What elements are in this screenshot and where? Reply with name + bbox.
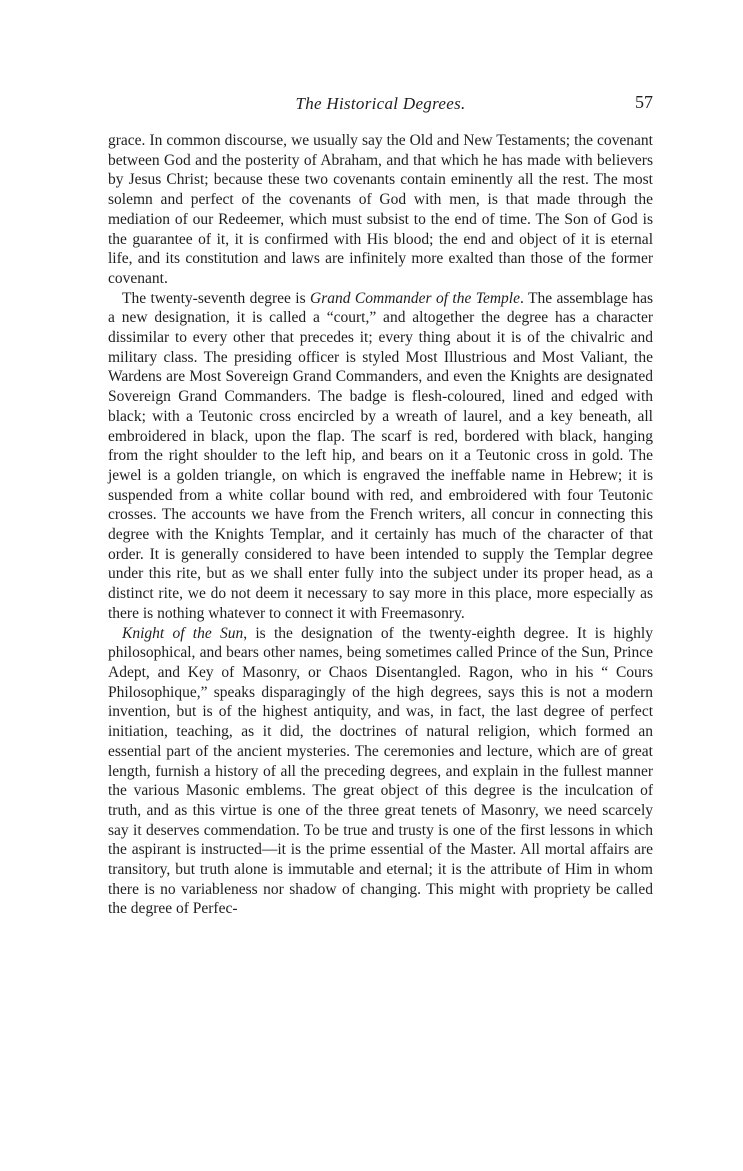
paragraph-grand-commander (108, 289, 653, 624)
paragraph-lead-text: The twenty-seventh degree is (122, 289, 311, 307)
paragraph-body-text: . The assemblage has a new designation, it is called a “court,” and altogether the degree has a character dissimilar to every other that precedes it; every thing about it is of the chivalric and military class. The presiding officer is styled Most Illustrious and Most Valiant, the Wardens are Most Sovereign Grand Commanders, and even the Knights are designated Sovereign Grand Commanders. The badge is flesh-coloured, lined and edged with black; with a Teutonic cross encircled by a wreath of laurel, and a key beneath, all embroidered in black, upon the flap. The scarf is red, bordered with black, hanging from the right shoulder to the left hip, and bears on it a Teutonic cross in gold. The jewel is a golden triangle, on which is engraved the ineffable name in Hebrew; it is suspended from a white collar bound with red, and embroidered with four Teutonic crosses. The accounts we have from the French writers, all concur in connecting this degree with the Knights Templar, and it certainly has much of the character of that order. It is generally considered to have been intended to supply the Templar degree under this rite, but as we shall enter fully into the subject under its proper head, as a distinct rite, we do not deem it necessary to say more in this place, more especially as there is nothing whatever to connect it with Freemasonry. (108, 289, 653, 622)
paragraph-body-text: , is the designation of the twenty-eighth degree. It is highly philosophical, and bears other names, being sometimes called Prince of the Sun, Prince Adept, and Key of Masonry, or Chaos Disentangled. Ragon, who in his “ Cours Philosophique,” speaks disparagingly of the high degrees, says this is not a modern invention, but is of the highest antiquity, and was, in fact, the last degree of perfect initiation, teaching, as it did, the doctrines of natural religion, which formed an essential part of the ancient mysteries. The ceremonies and lecture, which are of great length, furnish a history of all the preceding degrees, and explain in the fullest manner the various Masonic emblems. The great object of this degree is the inculcation of truth, and as this virtue is one of the three great tenets of Masonry, we need scarcely say it deserves commendation. To be true and trusty is one of the first lessons in which the aspirant is instructed—it is the prime essential of the Master. All mortal affairs are transitory, but truth alone is immutable and eternal; it is the attribute of Him in whom there is no variableness nor shadow of changing. This might with propriety be called the degree of Perfec- (108, 624, 653, 918)
running-head (108, 94, 653, 118)
degree-title-knight-of-the-sun: Knight of the Sun (122, 624, 244, 642)
degree-title-grand-commander: Grand Commander of the Temple (310, 289, 520, 307)
paragraph-covenants: grace. In common discourse, we usually say the Old and New Testaments; the covenant between God and the posterity of Abraham, and that which he has made with believers by Jesus Christ; because these two covenants contain eminently all the rest. The most solemn and perfect of the covenants of God with men, is that made through the mediation of our Redeemer, which must subsist to the end of time. The Son of God is the guarantee of it, it is confirmed with His blood; the end and object of it is eternal life, and its constitution and laws are infinitely more exalted than those of the former covenant. (108, 132, 653, 287)
paragraph-knight-of-the-sun (108, 624, 653, 920)
page-number: 57 (635, 92, 653, 112)
running-title: The Historical Degrees. (295, 94, 466, 113)
body-text (108, 131, 653, 919)
